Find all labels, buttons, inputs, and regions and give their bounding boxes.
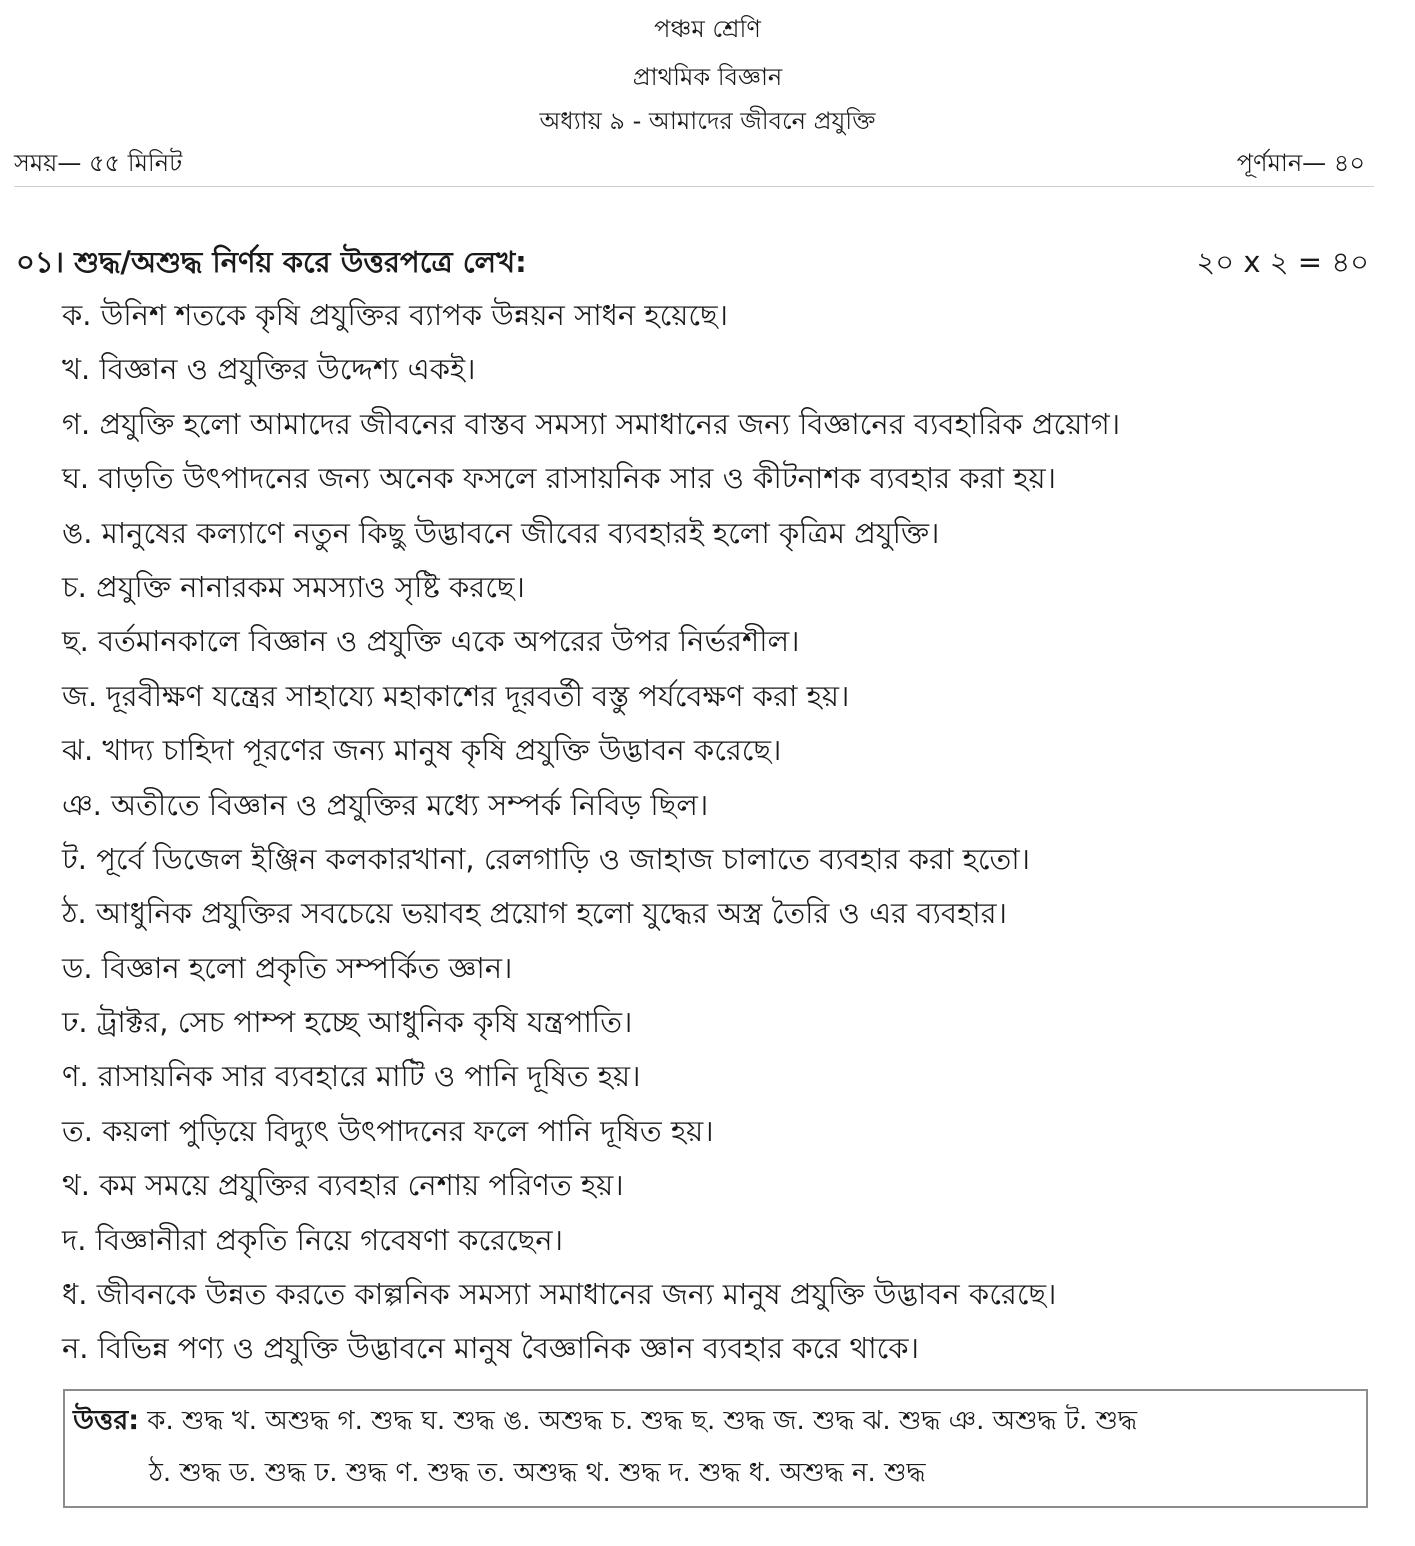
question-item: ট. পূর্বে ডিজেল ইঞ্জিন কলকারখানা, রেলগাড়ি ও জাহাজ চালাতে ব্যবহার করা হতো। [62, 841, 1031, 876]
header-divider [14, 186, 1374, 187]
answer-box [63, 1389, 1368, 1508]
question-heading: ০১। শুদ্ধ/অশুদ্ধ নির্ণয় করে উত্তরপত্রে লেখ: [16, 245, 527, 279]
question-item: ঙ. মানুষের কল্যাণে নতুন কিছু উদ্ভাবনে জীবের ব্যবহারই হলো কৃত্রিম প্রযুক্তি। [62, 515, 940, 550]
full-marks-label: পূর্ণমান— ৪০ [1236, 149, 1365, 177]
chapter-title: অধ্যায় ৯ - আমাদের জীবনে প্রযুক্তি [539, 107, 876, 135]
question-item: ণ. রাসায়নিক সার ব্যবহারে মাটি ও পানি দূষিত হয়। [62, 1059, 641, 1094]
question-item: ন. বিভিন্ন পণ্য ও প্রযুক্তি উদ্ভাবনে মানুষ বৈজ্ঞানিক জ্ঞান ব্যবহার করে থাকে। [62, 1331, 919, 1366]
question-item: ঝ. খাদ্য চাহিদা পূরণের জন্য মানুষ কৃষি প্রযুক্তি উদ্ভাবন করেছে। [62, 733, 782, 768]
question-item: ধ. জীবনকে উন্নত করতে কাল্পনিক সমস্যা সমাধানের জন্য মানুষ প্রযুক্তি উদ্ভাবন করেছে। [62, 1277, 1057, 1312]
question-item: ছ. বর্তমানকালে বিজ্ঞান ও প্রযুক্তি একে অপরের উপর নির্ভরশীল। [62, 624, 800, 659]
answer-label: উত্তর: [73, 1405, 139, 1436]
question-item: চ. প্রযুক্তি নানারকম সমস্যাও সৃষ্টি করছে। [62, 569, 525, 604]
class-title: পঞ্চম শ্রেণি [654, 15, 761, 43]
question-item: ঘ. বাড়তি উৎপাদনের জন্য অনেক ফসলে রাসায়নিক সার ও কীটনাশক ব্যবহার করা হয়। [62, 461, 1056, 496]
question-item: ড. বিজ্ঞান হলো প্রকৃতি সম্পর্কিত জ্ঞান। [62, 950, 513, 985]
question-item: ত. কয়লা পুড়িয়ে বিদ্যুৎ উৎপাদনের ফলে পানি দূষিত হয়। [62, 1113, 714, 1148]
answer-text-2: ঠ. শুদ্ধ ড. শুদ্ধ ঢ. শুদ্ধ ণ. শুদ্ধ ত. অশুদ্ধ থ. শুদ্ধ দ. শুদ্ধ ধ. অশুদ্ধ ন. শুদ্ধ [149, 1458, 926, 1488]
question-item: জ. দূরবীক্ষণ যন্ত্রের সাহায্যে মহাকাশের দূরবর্তী বস্তু পর্যবেক্ষণ করা হয়। [62, 678, 850, 713]
question-marks: ২০ x ২ = ৪০ [1196, 245, 1369, 279]
answer-text-1: ক. শুদ্ধ খ. অশুদ্ধ গ. শুদ্ধ ঘ. শুদ্ধ ঙ. অশুদ্ধ চ. শুদ্ধ ছ. শুদ্ধ জ. শুদ্ধ ঝ. শুদ্ধ ঞ. অশুদ্ধ ট. শুদ্ধ [147, 1406, 1138, 1436]
question-item: ঞ. অতীতে বিজ্ঞান ও প্রযুক্তির মধ্যে সম্পর্ক নিবিড় ছিল। [62, 787, 709, 822]
subject-title: প্রাথমিক বিজ্ঞান [632, 63, 783, 91]
question-item: ক. উনিশ শতকে কৃষি প্রযুক্তির ব্যাপক উন্নয়ন সাধন হয়েছে। [62, 298, 728, 332]
question-item: ঠ. আধুনিক প্রযুক্তির সবচেয়ে ভয়াবহ প্রয়োগ হলো যুদ্ধের অস্ত্র তৈরি ও এর ব্যবহার। [62, 896, 1008, 931]
question-items-list [62, 293, 1392, 1381]
question-item: গ. প্রযুক্তি হলো আমাদের জীবনের বাস্তব সমস্যা সমাধানের জন্য বিজ্ঞানের ব্যবহারিক প্রয়োগ। [62, 406, 1121, 441]
question-item: দ. বিজ্ঞানীরা প্রকৃতি নিয়ে গবেষণা করেছেন। [62, 1222, 563, 1257]
question-item: ঢ. ট্রাক্টর, সেচ পাম্প হচ্ছে আধুনিক কৃষি যন্ত্রপাতি। [62, 1005, 633, 1040]
answer-line-1 [73, 1403, 1137, 1439]
question-item: থ. কম সময়ে প্রযুক্তির ব্যবহার নেশায় পরিণত হয়। [62, 1168, 624, 1203]
time-label: সময়— ৫৫ মিনিট [14, 149, 183, 177]
question-item: খ. বিজ্ঞান ও প্রযুক্তির উদ্দেশ্য একই। [62, 352, 476, 387]
